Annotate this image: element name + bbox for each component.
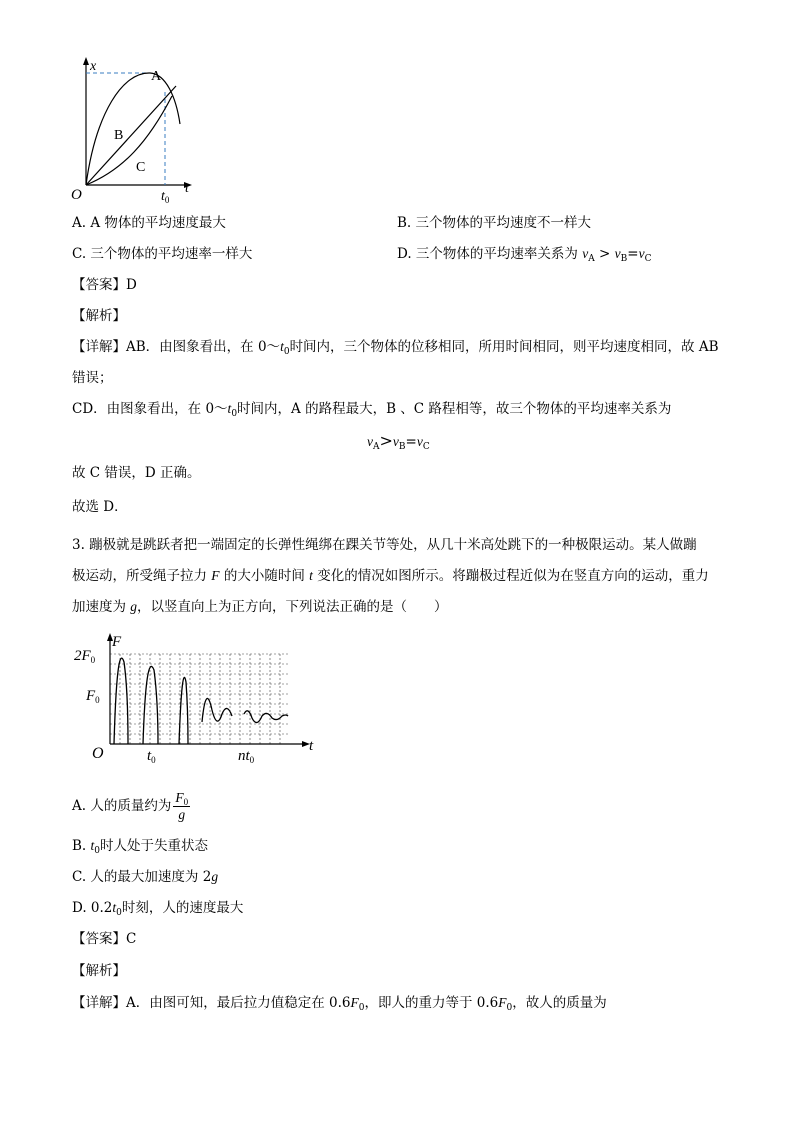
axis-label-x: x: [90, 59, 97, 74]
q2-option-d-prefix: D. 三个物体的平均速率关系为: [397, 246, 583, 262]
q2-option-b: B. 三个物体的平均速度不一样大: [397, 215, 592, 231]
sub-0: 0: [183, 797, 189, 807]
curve-label-a: A: [151, 69, 162, 84]
q2-detail-line1: [72, 338, 719, 356]
text-span: 时刻，人的速度最大: [121, 900, 244, 916]
ft-graph-figure: [72, 630, 322, 770]
q3-option-a: [72, 788, 190, 824]
curve-label-c: C: [136, 160, 146, 175]
text-span: 【详解】A．由图可知，最后拉力值稳定在 0.6: [72, 995, 351, 1011]
text-span: 变化的情况如图所示。将蹦极过程近似为在竖直方向的运动，重力: [312, 568, 709, 584]
text-span: A. 人的质量约为: [72, 798, 172, 814]
text-span: 的大小随时间: [219, 568, 310, 584]
sub-0: 0: [231, 409, 238, 419]
grid: [110, 654, 288, 744]
var-t: t: [309, 568, 313, 583]
sub-a: A: [588, 254, 595, 264]
var-v: v: [614, 246, 621, 261]
sub-0: 0: [506, 1003, 513, 1013]
q3-stem-line1: 3. 蹦极就是跳跃者把一端固定的长弹性绳绑在踝关节等处，从几十米高处跳下的一种极限运动。某人做蹦: [72, 537, 697, 553]
text-span: ，即人的重力等于 0.6: [364, 995, 499, 1011]
xt-graph-figure: [68, 52, 208, 207]
text-span: 加速度为: [72, 599, 131, 615]
q3-stem-line3: [72, 598, 448, 616]
sub-0: 0: [283, 347, 290, 357]
origin-label: O: [71, 187, 82, 203]
text-span: ，以竖直向上为正方向，下列说法正确的是（ ）: [137, 599, 448, 615]
q2-option-c: C. 三个物体的平均速率一样大: [72, 246, 253, 262]
q3-option-b: [72, 837, 208, 855]
q3-option-c: [72, 868, 218, 886]
text-span: B.: [72, 838, 91, 854]
var-t: t: [280, 339, 284, 354]
origin-label: O: [92, 745, 104, 762]
eq-sign: =: [405, 434, 417, 450]
curve-b: [86, 86, 176, 185]
sub-0: 0: [116, 908, 122, 918]
text-span: ，故人的质量为: [512, 995, 607, 1011]
q2-choose: 故选 D．: [72, 499, 128, 515]
sub-0: 0: [94, 846, 101, 856]
text-span: 时间内，A 的路程最大，B 、C 路程相等，故三个物体的平均速率关系为: [237, 401, 672, 417]
text-span: CD．由图象看出，在 0～: [72, 401, 228, 417]
text-span: D. 0.2: [72, 900, 113, 916]
curve-a: [86, 73, 180, 185]
tick-2f0: $2F_0$: [74, 648, 96, 665]
var-g: g: [211, 869, 219, 884]
axis-label-t: t: [185, 181, 189, 196]
q3-option-d: [72, 899, 243, 917]
q3-analysis-head: 【解析】: [72, 963, 126, 979]
q3-detail-line1: [72, 994, 607, 1012]
q2-formula: [367, 432, 430, 451]
var-t: t: [112, 900, 117, 915]
tick-t0: $t_0$: [147, 748, 156, 765]
var-v: v: [392, 434, 399, 449]
var-v: v: [638, 246, 645, 261]
text-span: 【详解】AB．由图象看出，在 0～: [72, 339, 281, 355]
var-v: v: [416, 434, 423, 449]
tick-nt0: $nt_0$: [238, 748, 255, 765]
q3-stem-line2: [72, 567, 709, 585]
var-v: v: [367, 434, 373, 449]
q2-option-a: A. A 物体的平均速度最大: [72, 215, 226, 231]
q2-detail-line2: 错误；: [72, 370, 113, 386]
sub-0: 0: [358, 1003, 365, 1013]
var-t: t: [90, 838, 95, 853]
q2-analysis-head: 【解析】: [72, 308, 126, 324]
sub-c: C: [644, 254, 652, 264]
text-span: 时间内，三个物体的位移相同，所用时间相同，则平均速度相同，故 AB: [289, 339, 719, 355]
axis-label-t: t: [309, 738, 314, 754]
var-f: F: [175, 790, 184, 805]
q2-option-d: [397, 245, 651, 263]
text-span: 极运动，所受绳子拉力: [72, 568, 212, 584]
sub-b: B: [398, 442, 406, 452]
gt-sign: >: [379, 431, 393, 450]
fraction: [173, 790, 190, 823]
sub-b: B: [620, 254, 628, 264]
eq-sign: =: [627, 246, 639, 262]
q2-answer: 【答案】D: [72, 277, 137, 293]
t0-label: $t_0$: [161, 189, 170, 205]
curve-label-b: B: [114, 128, 124, 143]
var-f: F: [211, 568, 220, 583]
var-f: F: [350, 995, 359, 1010]
var-f: F: [498, 995, 507, 1010]
text-span: 时人处于失重状态: [100, 838, 209, 854]
text-span: C. 人的最大加速度为 2: [72, 869, 212, 885]
q2-conclusion: 故 C 错误，D 正确。: [72, 465, 201, 481]
var-v: v: [582, 246, 589, 261]
fraction-denominator: g: [178, 807, 186, 822]
sub-c: C: [422, 442, 430, 452]
q3-answer: 【答案】C: [72, 931, 137, 947]
var-g: g: [130, 599, 138, 614]
y-axis-arrow: [83, 57, 89, 65]
fraction-numerator: [173, 790, 190, 807]
var-t: t: [227, 401, 232, 416]
tick-f0: $F_0$: [86, 688, 100, 705]
gt-sign: >: [594, 246, 615, 262]
sub-a: A: [373, 442, 380, 452]
axis-label-f: F: [112, 634, 122, 650]
q2-detail-line3: [72, 400, 671, 418]
